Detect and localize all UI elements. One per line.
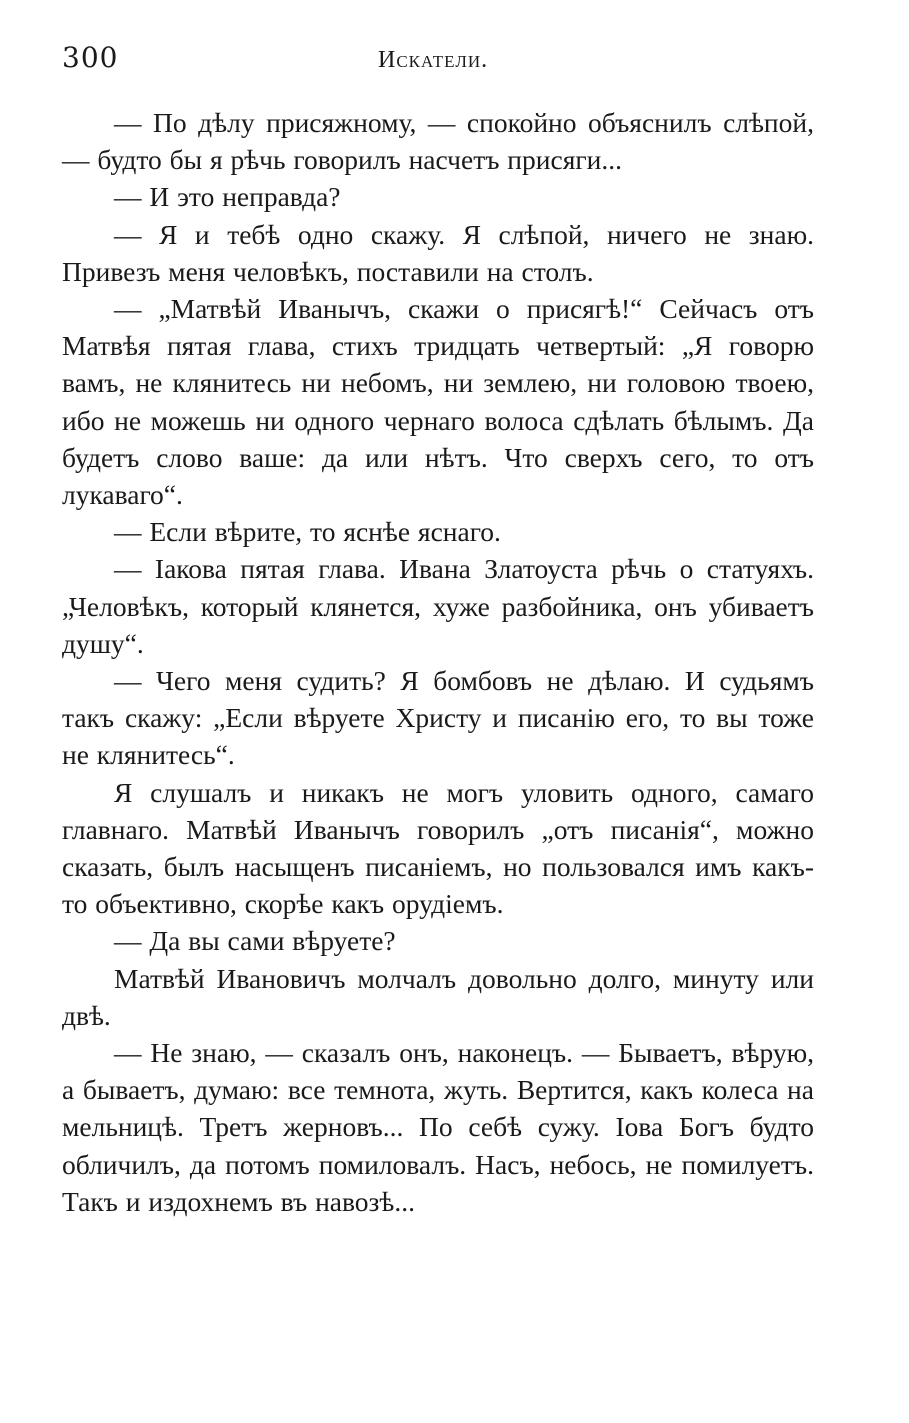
page-number: 300 xyxy=(62,41,119,74)
page-header xyxy=(62,38,814,78)
paragraph: — Если вѣрите, то яснѣе яснаго. xyxy=(114,516,501,548)
paragraph: — Іакова пятая глава. Ивана Златоуста рѣчь о статуяхъ. „Человѣкъ, который клянется, хуже разбойника, онъ убиваетъ душу“. xyxy=(62,553,814,659)
paragraph: Я слушалъ и никакъ не могъ уловить одного, самаго главнаго. Матвѣй Иванычъ говорилъ „отъ писанія“, можно сказать, былъ насыщенъ писаніемъ, но пользовался имъ какъ-то объективно, скорѣе какъ орудіемъ. xyxy=(62,776,814,920)
paragraph: — Я и тебѣ одно скажу. Я слѣпой, ничего не знаю. Привезъ меня человѣкъ, поставили на столъ. xyxy=(62,218,814,287)
paragraph: Матвѣй Ивановичъ молчалъ довольно долго, минуту или двѣ. xyxy=(62,962,814,1031)
paragraph: — Да вы сами вѣруете? xyxy=(114,925,396,957)
paragraph: — По дѣлу присяжному, — спокойно объяснилъ слѣпой, — будто бы я рѣчь говорилъ насчетъ присяги... xyxy=(62,107,814,176)
paragraph: — „Матвѣй Иванычъ, скажи о присягѣ!“ Сейчасъ отъ Матвѣя пятая глава, стихъ тридцать четвертый: „Я говорю вамъ, не клянитесь ни небомъ, ни землею, ни головою твоею, ибо не можешь ни одного чернаго волоса сдѣлать бѣлымъ. Да будетъ слово ваше: да или нѣтъ. Что сверхъ сего, то отъ лукаваго“. xyxy=(62,293,814,511)
running-title: Искатели. xyxy=(378,47,489,73)
paragraph: — Не знаю, — сказалъ онъ, наконецъ. — Бываетъ, вѣрую, а бываетъ, думаю: все темнота, жуть. Вертится, какъ колеса на мельницѣ. Третъ жерновъ... По себѣ сужу. Іова Богъ будто обличилъ, да потомъ помиловалъ. Насъ, небось, не помилуетъ. Такъ и издохнемъ въ навозѣ... xyxy=(62,1037,814,1217)
body-text xyxy=(62,104,814,1220)
paragraph: — Чего меня судить? Я бомбовъ не дѣлаю. И судьямъ такъ скажу: „Если вѣруете Христу и писанію его, то вы тоже не клянитесь“. xyxy=(62,665,814,771)
paragraph: — И это неправда? xyxy=(114,181,341,213)
